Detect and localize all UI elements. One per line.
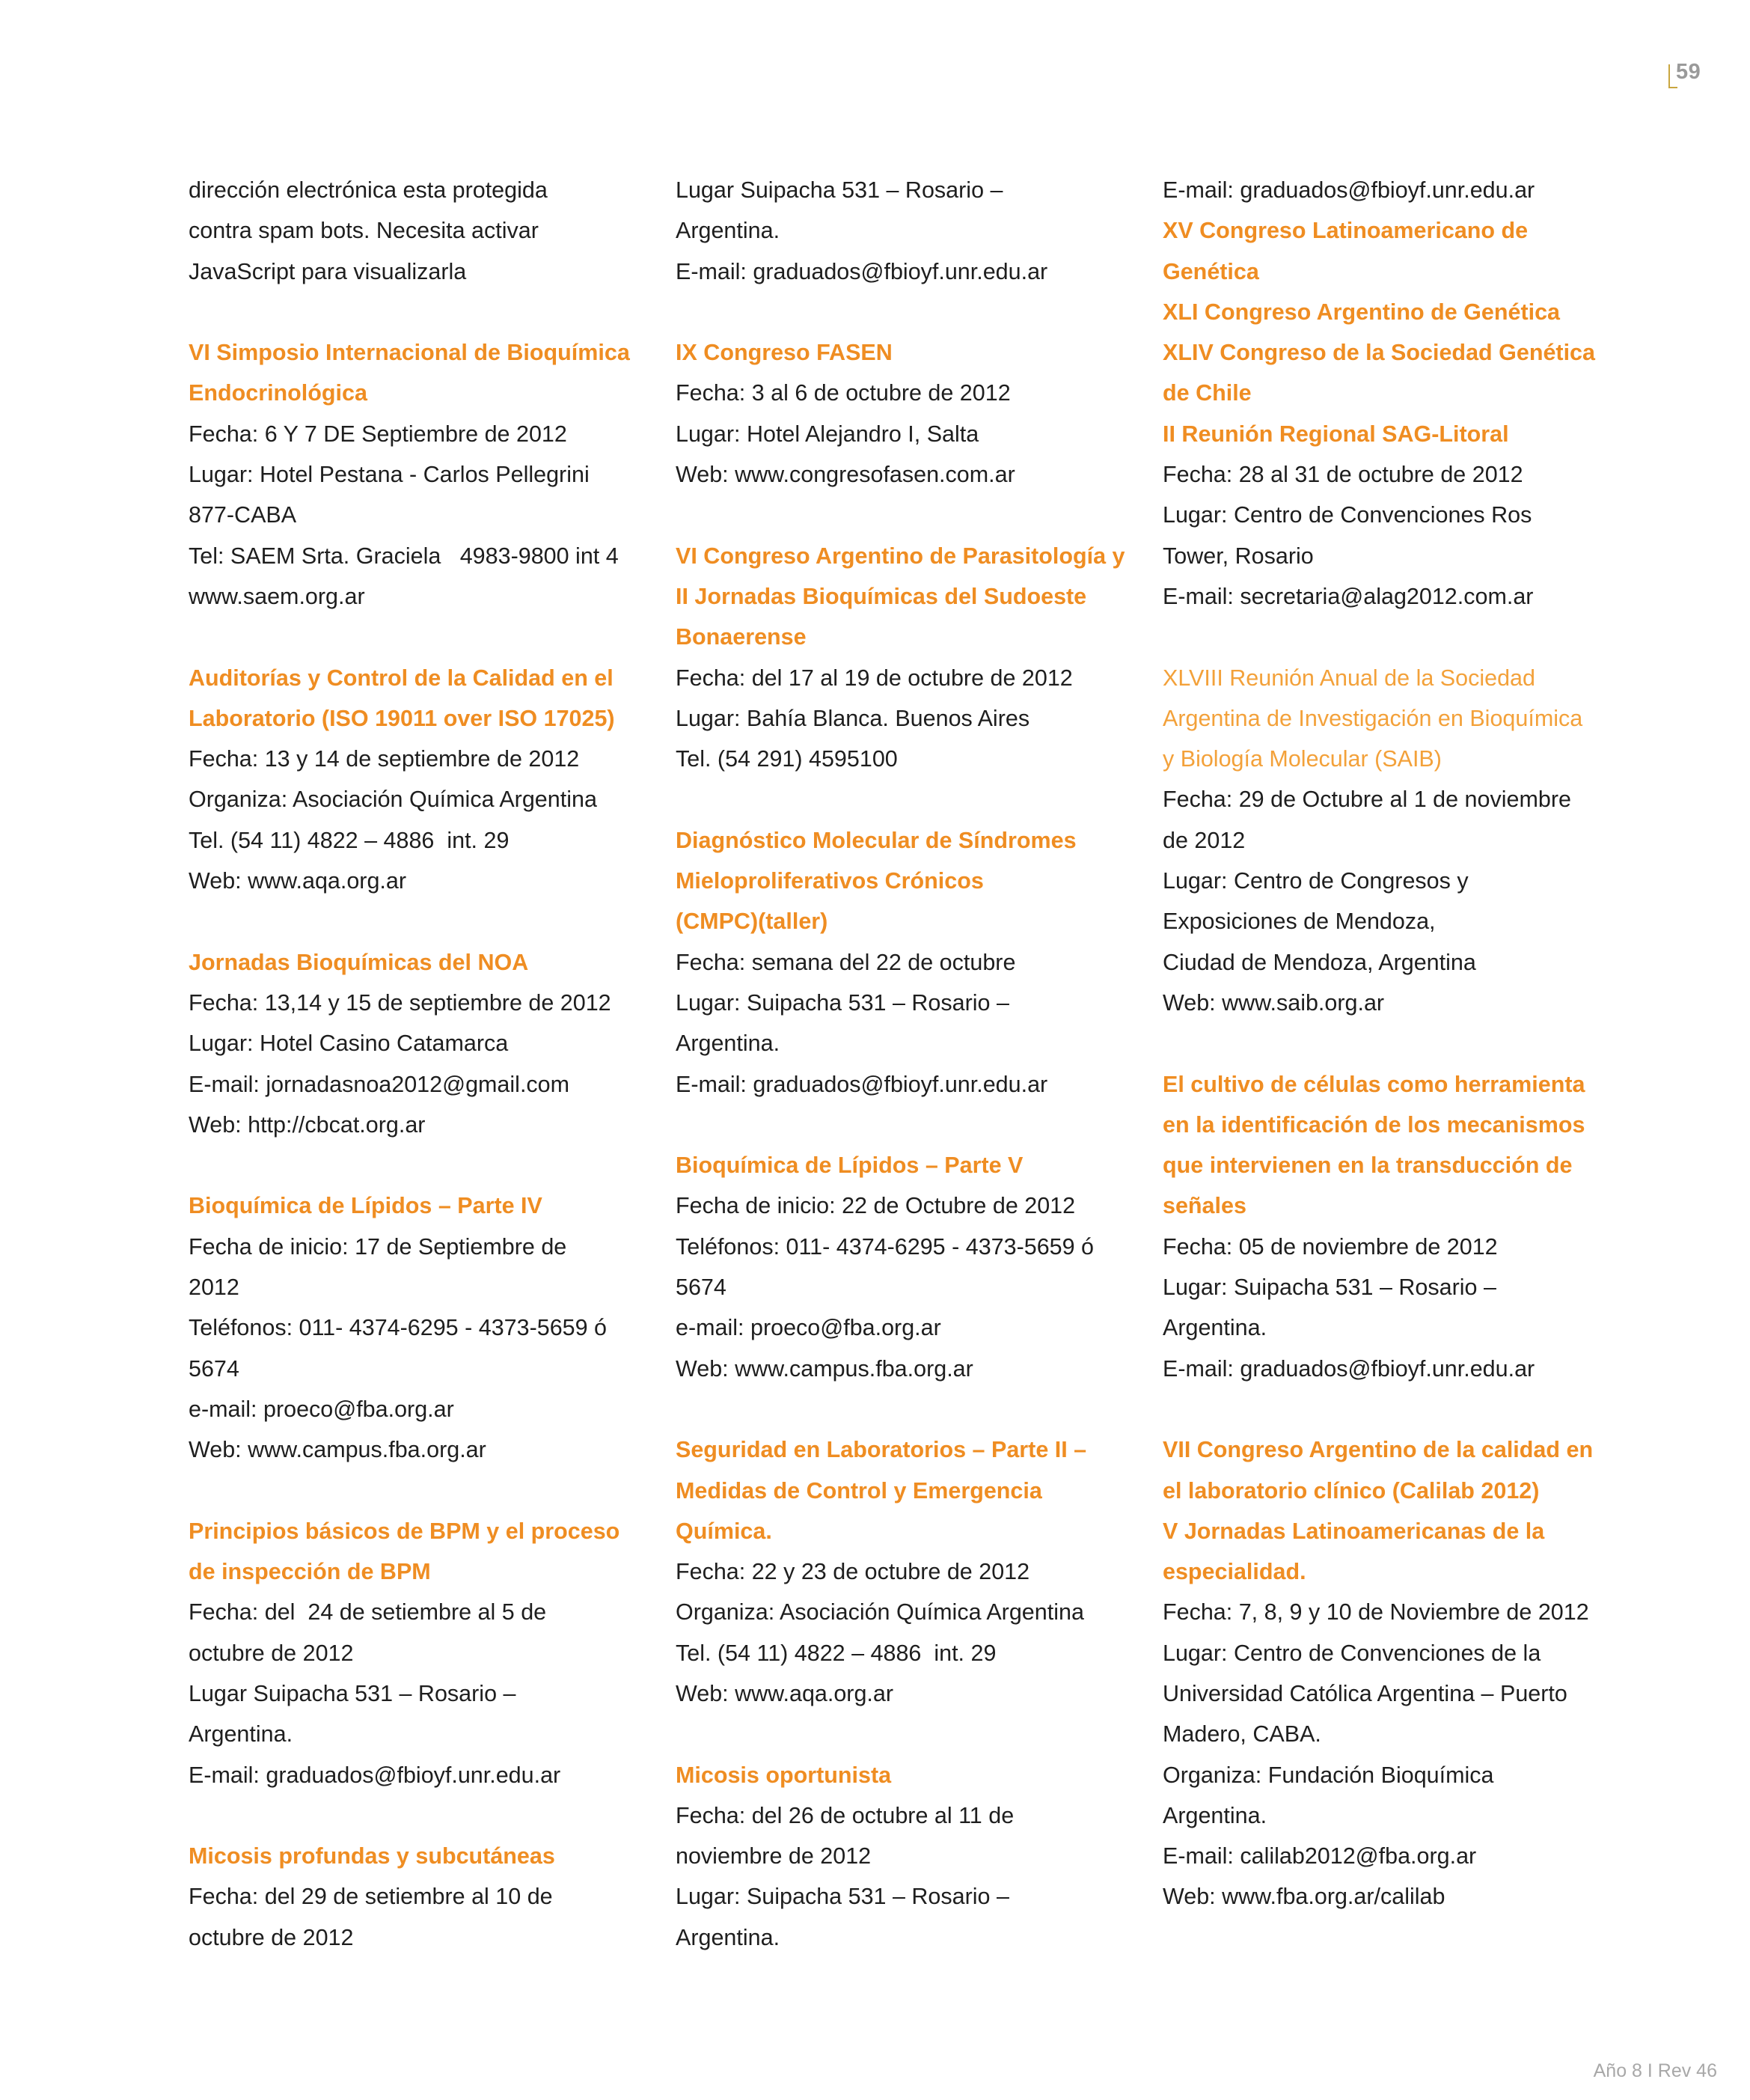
event-title-line: VI Congreso Argentino de Parasitología y — [676, 543, 1125, 569]
event-entry — [676, 1755, 1139, 1958]
event-title-line: en la identificación de los mecanismos — [1163, 1111, 1585, 1138]
event-detail-line: E-mail: secretaria@alag2012.com.ar — [1163, 583, 1534, 609]
event-entry — [1163, 210, 1627, 617]
event-title-line: Endocrinológica — [189, 380, 367, 406]
event-title-line: Diagnóstico Molecular de Síndromes — [676, 827, 1077, 853]
event-detail-line: Lugar: Hotel Pestana - Carlos Pellegrini — [189, 462, 590, 488]
event-title-line: Mieloproliferativos Crónicos — [676, 868, 984, 894]
event-title-line: II Jornadas Bioquímicas del Sudoeste — [676, 583, 1087, 609]
event-title-line: VI Simposio Internacional de Bioquímica — [189, 340, 630, 366]
event-detail-line: Web: www.saib.org.ar — [1163, 989, 1385, 1016]
event-detail-line: Fecha: 6 Y 7 DE Septiembre de 2012 — [189, 421, 567, 447]
event-title-line: Bioquímica de Lípidos – Parte IV — [189, 1193, 542, 1219]
event-detail-line: Madero, CABA. — [1163, 1721, 1321, 1748]
event-detail-line: 5674 — [189, 1355, 239, 1382]
event-detail-line: octubre de 2012 — [189, 1640, 354, 1666]
event-entry — [189, 332, 652, 617]
page-number — [1676, 60, 1701, 85]
events-column-3 — [1163, 170, 1627, 1958]
event-entry — [676, 820, 1139, 1105]
event-detail-line: Web: www.aqa.org.ar — [676, 1680, 894, 1706]
event-detail-line: E-mail: jornadasnoa2012@gmail.com — [189, 1071, 570, 1097]
event-detail-line: Fecha de inicio: 17 de Septiembre de — [189, 1233, 567, 1260]
event-detail-line: Fecha: 3 al 6 de octubre de 2012 — [676, 380, 1011, 406]
event-detail-line: Web: www.aqa.org.ar — [189, 868, 407, 894]
event-title-line: Bonaerense — [676, 624, 807, 650]
event-title-line: XLIV Congreso de la Sociedad Genética — [1163, 340, 1595, 366]
event-title-line: Seguridad en Laboratorios – Parte II – — [676, 1437, 1087, 1463]
event-detail-line: Teléfonos: 011- 4374-6295 - 4373-5659 ó — [189, 1315, 608, 1341]
event-title-line: V Jornadas Latinoamericanas de la — [1163, 1518, 1545, 1544]
event-detail-line: Tel. (54 291) 4595100 — [676, 746, 898, 772]
event-detail-line: Fecha: 22 y 23 de octubre de 2012 — [676, 1559, 1030, 1585]
event-detail-line: Tel: SAEM Srta. Graciela 4983-9800 int 4 — [189, 543, 619, 569]
event-detail-line: Fecha: 13,14 y 15 de septiembre de 2012 — [189, 989, 611, 1016]
event-title-line: Auditorías y Control de la Calidad en el — [189, 665, 614, 691]
event-title-line: de inspección de BPM — [189, 1559, 431, 1585]
event-detail-line: Tower, Rosario — [1163, 543, 1314, 569]
event-title-line: (CMPC)(taller) — [676, 909, 828, 935]
event-title-line: el laboratorio clínico (Calilab 2012) — [1163, 1477, 1540, 1504]
event-entry — [189, 658, 652, 902]
event-detail-line: Lugar: Suipacha 531 – Rosario – — [676, 989, 1009, 1016]
event-detail-line: noviembre de 2012 — [676, 1843, 872, 1869]
event-detail-line: Web: www.fba.org.ar/calilab — [1163, 1884, 1445, 1910]
event-entry — [189, 942, 652, 1145]
event-title-line: que intervienen en la transducción de — [1163, 1153, 1573, 1179]
event-detail-line: Universidad Católica Argentina – Puerto — [1163, 1680, 1567, 1706]
event-title-line: Genética — [1163, 258, 1259, 284]
event-detail-line: dirección electrónica esta protegida — [189, 177, 548, 203]
event-entry — [676, 1429, 1139, 1714]
event-detail-line: Organiza: Asociación Química Argentina — [676, 1599, 1084, 1626]
event-title-line: XV Congreso Latinoamericano de — [1163, 218, 1529, 244]
event-detail-line: Fecha: del 17 al 19 de octubre de 2012 — [676, 665, 1073, 691]
event-detail-line: Ciudad de Mendoza, Argentina — [1163, 949, 1476, 975]
event-detail-line: Teléfonos: 011- 4374-6295 - 4373-5659 ó — [676, 1233, 1095, 1260]
event-detail-line: Lugar: Hotel Casino Catamarca — [189, 1031, 509, 1057]
event-detail-line: Fecha: del 29 de setiembre al 10 de — [189, 1884, 553, 1910]
event-entry — [676, 536, 1139, 780]
event-title-line: Micosis profundas y subcutáneas — [189, 1843, 555, 1869]
event-detail-line: Argentina. — [189, 1721, 293, 1748]
event-title-line: Bioquímica de Lípidos – Parte V — [676, 1153, 1024, 1179]
event-title-line: Química. — [676, 1518, 772, 1544]
event-detail-line: Lugar: Centro de Convenciones de la — [1163, 1640, 1541, 1666]
event-detail-line: Lugar: Suipacha 531 – Rosario – — [1163, 1275, 1496, 1301]
event-detail-line: Lugar: Suipacha 531 – Rosario – — [676, 1884, 1009, 1910]
event-title-line: El cultivo de células como herramienta — [1163, 1071, 1585, 1097]
event-title-line: señales — [1163, 1193, 1246, 1219]
event-title-line: II Reunión Regional SAG-Litoral — [1163, 421, 1509, 447]
event-detail-line: contra spam bots. Necesita activar — [189, 218, 539, 244]
event-detail-line: Fecha: 29 de Octubre al 1 de noviembre — [1163, 787, 1571, 813]
event-detail-line: Fecha: semana del 22 de octubre — [676, 949, 1016, 975]
footer-issue-label: Año 8 I Rev 46 — [1593, 2060, 1717, 2081]
event-entry — [676, 1145, 1139, 1389]
event-detail-line: E-mail: graduados@fbioyf.unr.edu.ar — [189, 1762, 561, 1788]
event-entry — [676, 170, 1139, 292]
event-title-line: Argentina de Investigación en Bioquímica — [1163, 705, 1583, 731]
event-entry — [189, 1511, 652, 1795]
event-detail-line: Organiza: Fundación Bioquímica — [1163, 1762, 1494, 1788]
event-detail-line: Fecha de inicio: 22 de Octubre de 2012 — [676, 1193, 1076, 1219]
event-title-line: Principios básicos de BPM y el proceso — [189, 1518, 620, 1544]
event-detail-line: Web: www.campus.fba.org.ar — [676, 1355, 973, 1382]
event-title-line: VII Congreso Argentino de la calidad en — [1163, 1437, 1594, 1463]
event-detail-line: Fecha: del 24 de setiembre al 5 de — [189, 1599, 547, 1626]
event-detail-line: Lugar: Bahía Blanca. Buenos Aires — [676, 705, 1030, 731]
event-detail-line: de 2012 — [1163, 827, 1246, 853]
event-detail-line: Argentina. — [1163, 1315, 1267, 1341]
event-detail-line: E-mail: graduados@fbioyf.unr.edu.ar — [676, 1071, 1048, 1097]
event-title-line: IX Congreso FASEN — [676, 340, 893, 366]
event-entry — [189, 1185, 652, 1470]
event-title-line: de Chile — [1163, 380, 1252, 406]
events-column-2 — [676, 170, 1139, 1998]
event-detail-line: Organiza: Asociación Química Argentina — [189, 787, 597, 813]
event-detail-line: Fecha: 28 al 31 de octubre de 2012 — [1163, 462, 1523, 488]
event-title-line: Medidas de Control y Emergencia — [676, 1477, 1042, 1504]
page-number-bracket-decoration — [1668, 64, 1677, 88]
event-detail-line: Fecha: del 26 de octubre al 11 de — [676, 1802, 1015, 1828]
event-detail-line: Lugar: Hotel Alejandro I, Salta — [676, 421, 979, 447]
event-detail-line: E-mail: graduados@fbioyf.unr.edu.ar — [1163, 1355, 1535, 1382]
event-detail-line: Web: www.congresofasen.com.ar — [676, 462, 1015, 488]
event-detail-line: Fecha: 05 de noviembre de 2012 — [1163, 1233, 1498, 1260]
event-detail-line: 2012 — [189, 1275, 239, 1301]
event-detail-line: E-mail: graduados@fbioyf.unr.edu.ar — [676, 258, 1048, 284]
event-detail-line: Fecha: 7, 8, 9 y 10 de Noviembre de 2012 — [1163, 1599, 1589, 1626]
event-title-line: Micosis oportunista — [676, 1762, 892, 1788]
event-detail-line: e-mail: proeco@fba.org.ar — [189, 1396, 454, 1422]
event-detail-line: Web: www.campus.fba.org.ar — [189, 1437, 486, 1463]
event-entry — [1163, 1429, 1627, 1917]
event-detail-line: octubre de 2012 — [189, 1924, 354, 1950]
event-entry — [189, 170, 652, 292]
event-detail-line: Lugar: Centro de Congresos y — [1163, 868, 1469, 894]
event-title-line: Laboratorio (ISO 19011 over ISO 17025) — [189, 705, 615, 731]
events-column-1 — [189, 170, 652, 1998]
event-entry — [1163, 1064, 1627, 1389]
event-title-line: XLI Congreso Argentino de Genética — [1163, 299, 1560, 325]
event-detail-line: E-mail: calilab2012@fba.org.ar — [1163, 1843, 1477, 1869]
event-detail-line: www.saem.org.ar — [189, 583, 365, 609]
event-title-line: XLVIII Reunión Anual de la Sociedad — [1163, 665, 1535, 691]
event-detail-line: Tel. (54 11) 4822 – 4886 int. 29 — [189, 827, 510, 853]
event-detail-line: Exposiciones de Mendoza, — [1163, 909, 1436, 935]
event-entry — [1163, 658, 1627, 1024]
event-detail-line: Tel. (54 11) 4822 – 4886 int. 29 — [676, 1640, 997, 1666]
event-entry — [189, 1836, 652, 1958]
event-title-line: y Biología Molecular (SAIB) — [1163, 746, 1442, 772]
event-entry — [1163, 170, 1627, 210]
event-detail-line: JavaScript para visualizarla — [189, 258, 467, 284]
event-detail-line: Lugar: Centro de Convenciones Ros — [1163, 502, 1532, 528]
event-title-line: Jornadas Bioquímicas del NOA — [189, 949, 529, 975]
event-detail-line: Lugar Suipacha 531 – Rosario – — [676, 177, 1003, 203]
event-detail-line: 5674 — [676, 1275, 726, 1301]
event-detail-line: Argentina. — [676, 1031, 780, 1057]
page-number-text: 59 — [1676, 60, 1701, 84]
event-detail-line: Argentina. — [676, 1924, 780, 1950]
event-detail-line: Argentina. — [676, 218, 780, 244]
event-entry — [676, 332, 1139, 495]
event-detail-line: E-mail: graduados@fbioyf.unr.edu.ar — [1163, 177, 1535, 203]
event-detail-line: e-mail: proeco@fba.org.ar — [676, 1315, 941, 1341]
event-detail-line: Lugar Suipacha 531 – Rosario – — [189, 1680, 516, 1706]
event-detail-line: Web: http://cbcat.org.ar — [189, 1111, 426, 1138]
event-detail-line: 877-CABA — [189, 502, 297, 528]
event-title-line: especialidad. — [1163, 1559, 1306, 1585]
event-detail-line: Argentina. — [1163, 1802, 1267, 1828]
event-detail-line: Fecha: 13 y 14 de septiembre de 2012 — [189, 746, 580, 772]
